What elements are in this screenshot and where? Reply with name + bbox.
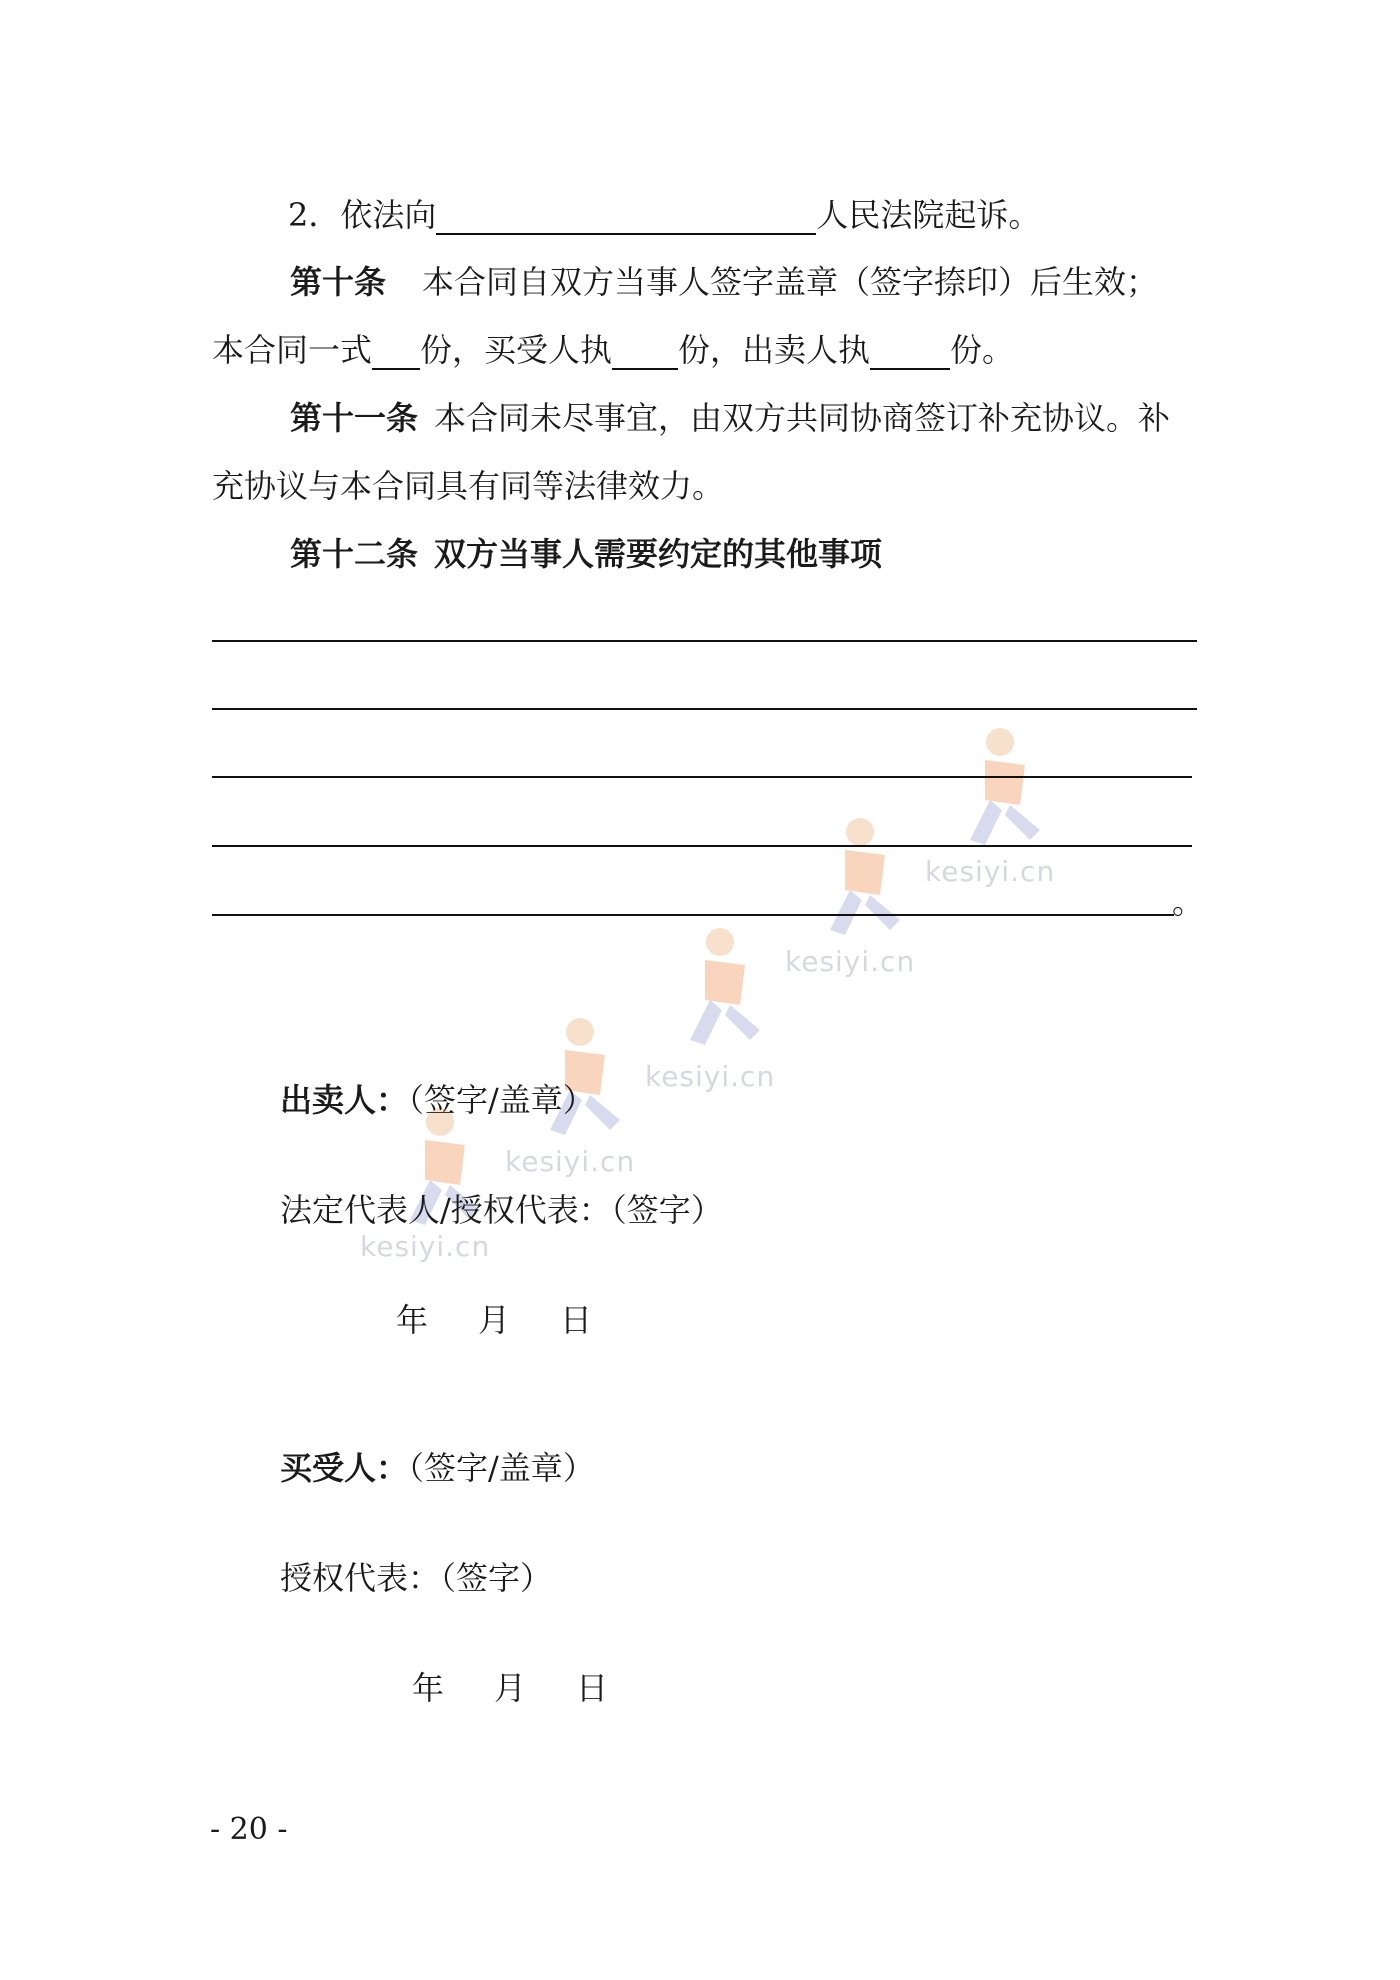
watermark-text: kesiyi.cn [360, 1230, 491, 1263]
buyer-month-label: 月 [494, 1669, 527, 1707]
buyer-year-label: 年 [412, 1669, 445, 1707]
watermark-runner-icon [790, 810, 920, 950]
seller-line [280, 1080, 595, 1120]
page-number: - 20 - [210, 1812, 288, 1847]
article10-text: 本合同自双方当事人签字盖章（签字捺印）后生效； [422, 263, 1159, 301]
seller-month-label: 月 [478, 1301, 511, 1339]
buyer-rep-line [280, 1558, 552, 1598]
seller-sign-note: （签字/盖章） [408, 1081, 595, 1119]
buyer-line [280, 1448, 595, 1488]
copies-seller-label: 份，出卖人执 [678, 331, 871, 369]
other-matters-blank-line[interactable] [212, 914, 1174, 916]
article11-line1 [290, 398, 1170, 438]
buyer-sign-note: （签字/盖章） [408, 1449, 595, 1487]
watermark-runner-icon [650, 920, 780, 1060]
article10-line2 [212, 330, 1014, 370]
article11-heading: 第十一条 [290, 399, 419, 437]
watermark-text: kesiyi.cn [785, 945, 916, 978]
article11-text2: 充协议与本合同具有同等法律效力。 [212, 467, 725, 505]
seller-copies-blank[interactable] [870, 338, 950, 370]
buyer-date-line [412, 1668, 608, 1708]
article12-heading: 第十二条 [290, 535, 419, 573]
watermark-runner-icon [930, 720, 1060, 860]
clause-prefix: 依法向 [340, 196, 437, 234]
buyer-label: 买受人： [280, 1449, 409, 1487]
article10-heading: 第十条 [290, 263, 387, 301]
other-matters-blank-line[interactable] [212, 708, 1197, 710]
seller-rep-label: 法定代表人/授权代表：（签字） [280, 1191, 723, 1229]
article11-line2 [212, 466, 724, 506]
other-matters-blank-line[interactable] [212, 845, 1192, 847]
article12-title: 双方当事人需要约定的其他事项 [434, 535, 883, 573]
copies-buyer-label: 份，买受人执 [420, 331, 613, 369]
seller-day-label: 日 [560, 1301, 593, 1339]
copies-end: 份。 [950, 331, 1015, 369]
seller-rep-line [280, 1190, 723, 1230]
other-matters-blank-line[interactable] [212, 640, 1197, 642]
watermark-text: kesiyi.cn [505, 1145, 636, 1178]
court-name-blank[interactable] [436, 203, 816, 235]
article10-line1 [290, 262, 1158, 302]
watermark-text: kesiyi.cn [645, 1060, 776, 1093]
clause-sue-line [288, 195, 1040, 235]
seller-year-label: 年 [396, 1301, 429, 1339]
article12-end-mark: 。 [1172, 883, 1205, 921]
article12-line [290, 534, 882, 574]
seller-label: 出卖人： [280, 1081, 409, 1119]
clause-suffix: 人民法院起诉。 [816, 196, 1041, 234]
buyer-day-label: 日 [576, 1669, 609, 1707]
buyer-copies-blank[interactable] [612, 338, 678, 370]
clause-number: 2． [288, 196, 341, 234]
other-matters-blank-line[interactable] [212, 776, 1192, 778]
article11-text1: 本合同未尽事宜，由双方共同协商签订补充协议。补 [434, 399, 1171, 437]
total-copies-blank[interactable] [372, 338, 420, 370]
seller-date-line [396, 1300, 592, 1340]
buyer-rep-label: 授权代表：（签字） [280, 1559, 553, 1597]
copies-prefix: 本合同一式 [212, 331, 373, 369]
watermark-text: kesiyi.cn [925, 855, 1056, 888]
